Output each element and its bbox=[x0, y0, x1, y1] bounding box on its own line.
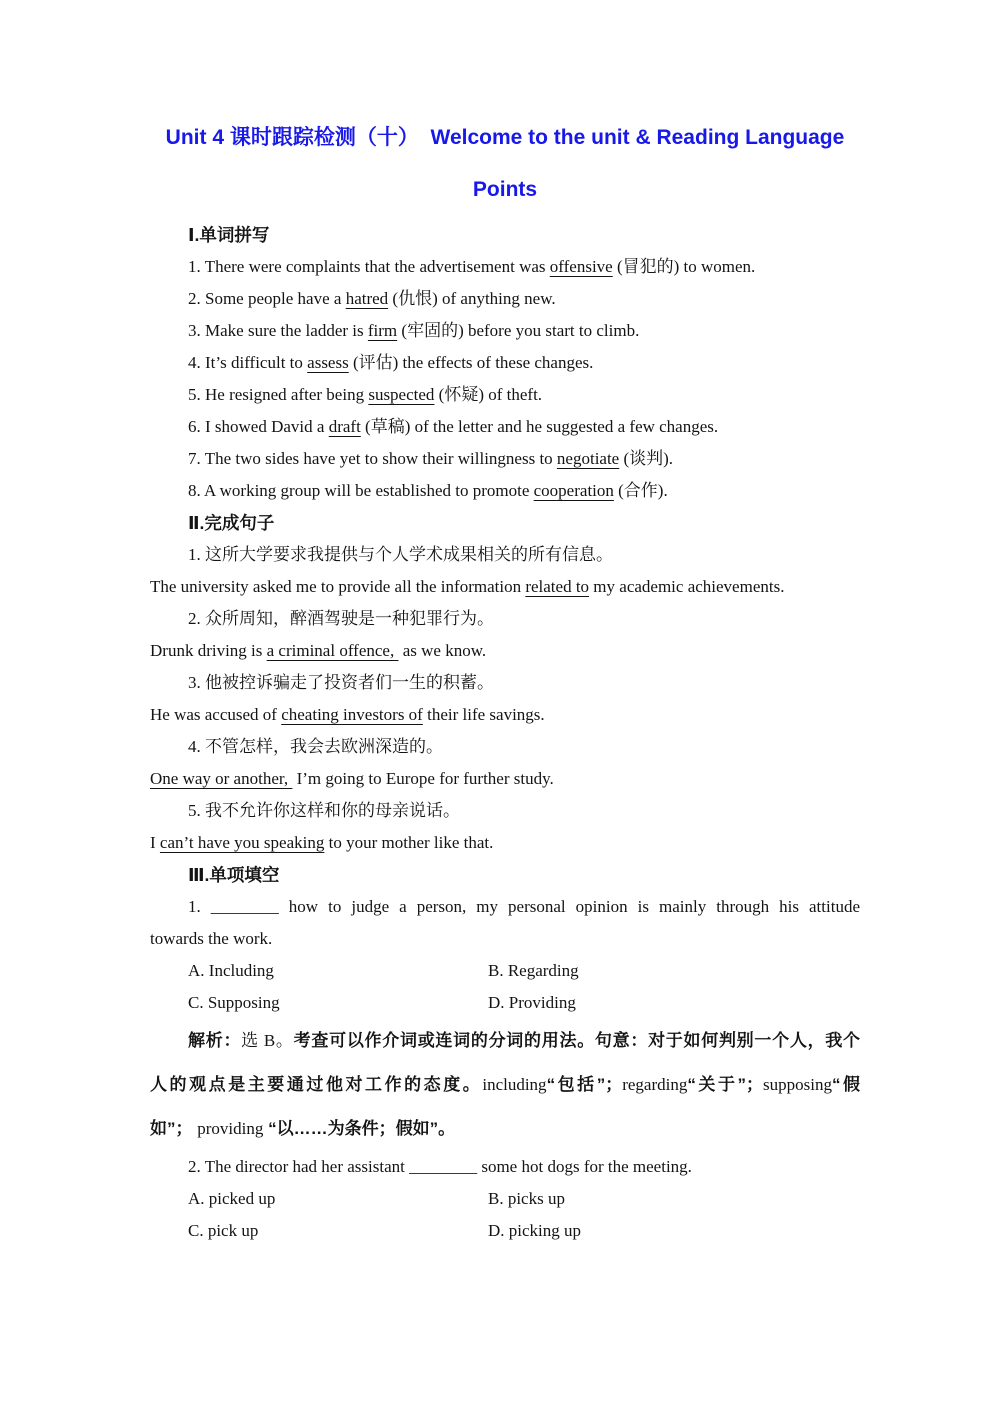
s2-item-5-en bbox=[150, 827, 860, 859]
question-1-line2: towards the work. bbox=[150, 929, 273, 948]
s1-item-3-answer: firm bbox=[367, 321, 398, 340]
s1-item-7 bbox=[150, 443, 860, 475]
s1-item-2-post: (仇恨) of anything new. bbox=[388, 289, 556, 308]
s2-item-1-cn: 1. 这所大学要求我提供与个人学术成果相关的所有信息。 bbox=[188, 545, 613, 564]
s1-item-8-pre: 8. A working group will be established to promote bbox=[188, 481, 534, 500]
s2-item-2-cn: 2. 众所周知，醉酒驾驶是一种犯罪行为。 bbox=[188, 609, 494, 628]
s2-item-1-answer: related to bbox=[525, 577, 590, 596]
s1-item-5-pre: 5. He resigned after being bbox=[188, 385, 369, 404]
s1-item-6-pre: 6. I showed David a bbox=[188, 417, 329, 436]
question-2-options-row2 bbox=[150, 1215, 860, 1247]
section1-heading: Ⅰ.单词拼写 bbox=[188, 225, 270, 245]
s1-item-7-pre: 7. The two sides have yet to show their willingness to bbox=[188, 449, 557, 468]
question-1-option-b: B. Regarding bbox=[488, 961, 579, 980]
s2-item-1-post: my academic achievements. bbox=[589, 577, 785, 596]
question-1-option-a: A. Including bbox=[188, 961, 274, 980]
s1-item-1 bbox=[150, 251, 860, 283]
s2-item-3-pre: He was accused of bbox=[150, 705, 282, 724]
analysis-text: 人的观点是主要通过他对工作的态度。 bbox=[150, 1075, 483, 1094]
s1-item-1-post: (冒犯的) to women. bbox=[612, 257, 756, 276]
s1-item-5-post: (怀疑) of theft. bbox=[434, 385, 543, 404]
s1-item-8-answer: cooperation bbox=[533, 481, 614, 500]
analysis-block bbox=[150, 1019, 860, 1151]
page-title-line1: Unit 4 课时跟踪检测（十） Welcome to the unit & Reading Language bbox=[165, 126, 845, 149]
question-1-option-d: D. Providing bbox=[488, 993, 576, 1012]
s2-item-4-post: I’m going to Europe for further study. bbox=[292, 769, 554, 788]
analysis-text: “关于”； bbox=[687, 1075, 764, 1094]
s2-item-2-post: as we know. bbox=[398, 641, 487, 660]
s2-item-3-answer: cheating investors of bbox=[281, 705, 423, 724]
s2-item-2-pre: Drunk driving is bbox=[150, 641, 267, 660]
analysis-text: “以……为条件；假如”。 bbox=[263, 1119, 456, 1138]
s1-item-1-pre: 1. There were complaints that the advertisement was bbox=[188, 257, 550, 276]
s1-item-2-pre: 2. Some people have a bbox=[188, 289, 346, 308]
analysis-line-3 bbox=[150, 1107, 860, 1151]
s2-item-2-answer: a criminal offence, bbox=[266, 641, 399, 660]
s1-item-2 bbox=[150, 283, 860, 315]
s1-item-6-answer: draft bbox=[328, 417, 361, 436]
s1-item-4 bbox=[150, 347, 860, 379]
s1-item-3 bbox=[150, 315, 860, 347]
s1-item-8 bbox=[150, 475, 860, 507]
s2-item-5-post: to your mother like that. bbox=[324, 833, 494, 852]
s1-item-6-post: (草稿) of the letter and he suggested a few changes. bbox=[360, 417, 719, 436]
s1-item-1-answer: offensive bbox=[549, 257, 613, 276]
section2-heading: Ⅱ.完成句子 bbox=[188, 513, 275, 533]
s1-item-4-post: (评估) the effects of these changes. bbox=[348, 353, 594, 372]
analysis-word: providing bbox=[197, 1119, 264, 1138]
s1-item-7-answer: negotiate bbox=[556, 449, 620, 468]
analysis-text: 考查可以作介词或连词的分词的用法。句意：对于如何判别一个人，我个 bbox=[293, 1031, 861, 1050]
question-2-option-d: D. picking up bbox=[488, 1221, 582, 1240]
s1-item-5 bbox=[150, 379, 860, 411]
s1-item-3-pre: 3. Make sure the ladder is bbox=[188, 321, 368, 340]
page-title-line2: Points bbox=[472, 178, 538, 201]
s1-item-2-answer: hatred bbox=[345, 289, 389, 308]
question-1-options-row1 bbox=[150, 955, 860, 987]
s1-item-4-answer: assess bbox=[307, 353, 349, 372]
question-1-line1: 1. ________ how to judge a person, my personal opinion is mainly through his attitude bbox=[188, 897, 860, 916]
s2-item-4-cn: 4. 不管怎样，我会去欧洲深造的。 bbox=[188, 737, 443, 756]
s2-item-1-en bbox=[150, 571, 860, 603]
analysis-line-1 bbox=[150, 1019, 860, 1063]
question-2-option-b: B. picks up bbox=[488, 1189, 565, 1208]
analysis-label: 解析： bbox=[188, 1031, 242, 1050]
analysis-answer-choice: 选 B。 bbox=[241, 1031, 294, 1050]
s1-item-5-answer: suspected bbox=[368, 385, 435, 404]
s2-item-3-en bbox=[150, 699, 860, 731]
analysis-word: regarding bbox=[622, 1075, 688, 1094]
page-title bbox=[150, 112, 860, 216]
s2-item-5-answer: can’t have you speaking bbox=[159, 833, 325, 852]
analysis-word: including bbox=[482, 1075, 547, 1094]
analysis-text: “假 bbox=[831, 1075, 861, 1094]
analysis-text: “包括”； bbox=[546, 1075, 623, 1094]
s1-item-4-pre: 4. It’s difficult to bbox=[188, 353, 308, 372]
question-2-options-row1 bbox=[150, 1183, 860, 1215]
s1-item-7-post: (谈判). bbox=[619, 449, 674, 468]
question-2-option-a: A. picked up bbox=[188, 1189, 276, 1208]
s1-item-3-post: (牢固的) before you start to climb. bbox=[397, 321, 640, 340]
s2-item-5-cn: 5. 我不允许你这样和你的母亲说话。 bbox=[188, 801, 460, 820]
s2-item-2-en bbox=[150, 635, 860, 667]
question-1-option-c: C. Supposing bbox=[188, 993, 280, 1012]
analysis-line-2 bbox=[150, 1063, 860, 1107]
s2-item-4-answer: One way or another, bbox=[150, 769, 293, 788]
question-1-options-row2 bbox=[150, 987, 860, 1019]
s2-item-4-en bbox=[150, 763, 860, 795]
s2-item-3-cn: 3. 他被控诉骗走了投资者们一生的积蓄。 bbox=[188, 673, 494, 692]
section3-heading: Ⅲ.单项填空 bbox=[188, 865, 280, 885]
analysis-word: supposing bbox=[763, 1075, 832, 1094]
question-2-line1: 2. The director had her assistant ________ some hot dogs for the meeting. bbox=[188, 1157, 692, 1176]
s2-item-3-post: their life savings. bbox=[422, 705, 545, 724]
s1-item-8-post: (合作). bbox=[613, 481, 668, 500]
s2-item-1-pre: The university asked me to provide all the information bbox=[150, 577, 526, 596]
s2-item-5-pre: I bbox=[150, 833, 160, 852]
analysis-text: 如”； bbox=[150, 1119, 198, 1138]
question-2-option-c: C. pick up bbox=[188, 1221, 259, 1240]
s1-item-6 bbox=[150, 411, 860, 443]
